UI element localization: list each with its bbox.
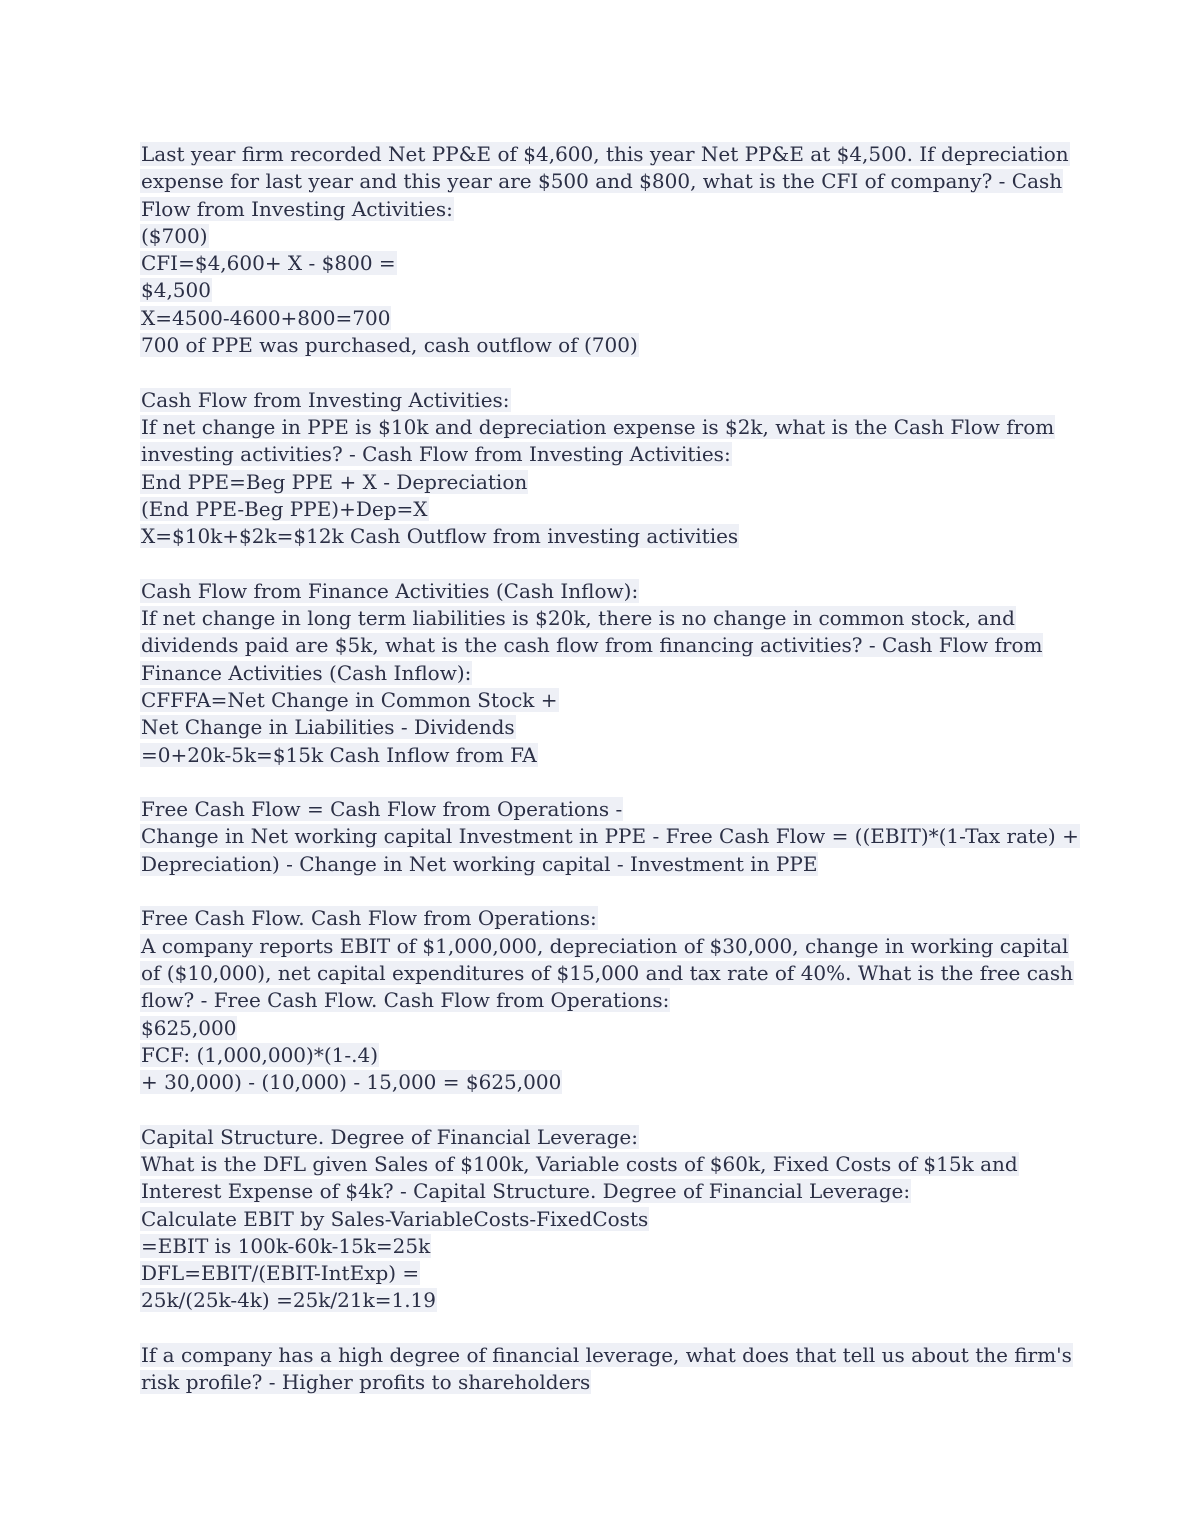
qa-block	[140, 905, 1074, 1096]
text-line	[140, 1342, 1072, 1369]
text-line-content: End PPE=Beg PPE + X - Depreciation	[141, 469, 528, 494]
text-line-content: =0+20k-5k=$15k Cash Inflow from FA	[141, 742, 537, 767]
text-line	[140, 605, 1050, 632]
text-line	[140, 469, 1050, 496]
text-line	[140, 687, 1050, 714]
text-line-content: FCF: (1,000,000)*(1-.4)	[141, 1042, 379, 1067]
text-line	[140, 523, 1050, 550]
text-line-content: Interest Expense of $4k? - Capital Structure. Degree of Financial Leverage:	[141, 1179, 911, 1204]
text-line-content: A company reports EBIT of $1,000,000, depreciation of $30,000, change in working capital	[141, 933, 1069, 958]
text-line-content: 25k/(25k-4k) =25k/21k=1.19	[141, 1288, 437, 1313]
text-line-content: Net Change in Liabilities - Dividends	[141, 715, 515, 740]
text-line	[140, 1015, 1050, 1042]
text-line	[140, 1151, 1050, 1178]
text-line	[140, 332, 1050, 359]
text-line-content: CFI=$4,600+ X - $800 =	[141, 251, 396, 276]
qa-block	[140, 387, 1055, 551]
text-line-content: risk profile? - Higher profits to shareholders	[141, 1370, 591, 1395]
text-line	[140, 1069, 1050, 1096]
text-line-content: $625,000	[141, 1015, 237, 1040]
text-line	[140, 823, 1079, 850]
text-line-content: (End PPE-Beg PPE)+Dep=X	[141, 496, 428, 521]
text-line	[140, 660, 1050, 687]
text-line	[140, 1206, 1050, 1233]
text-line-content: Cash Flow from Finance Activities (Cash Inflow):	[141, 578, 639, 603]
text-line	[140, 168, 1063, 195]
text-line-content: dividends paid are $5k, what is the cash flow from financing activities? - Cash Flow from	[141, 633, 1043, 658]
text-line	[140, 223, 1050, 250]
text-line	[140, 851, 1050, 878]
text-line	[140, 387, 1050, 414]
qa-block	[140, 796, 1079, 878]
text-line	[140, 1260, 1050, 1287]
text-line-content: If net change in PPE is $10k and depreciation expense is $2k, what is the Cash Flow from	[141, 414, 1055, 439]
text-line-content: Depreciation) - Change in Net working capital - Investment in PPE	[141, 851, 818, 876]
text-line	[140, 933, 1069, 960]
text-line	[140, 1042, 1050, 1069]
text-line	[140, 305, 1050, 332]
qa-block	[140, 578, 1050, 769]
qa-block	[140, 141, 1069, 359]
text-line-content: Finance Activities (Cash Inflow):	[141, 660, 472, 685]
text-line	[140, 496, 1050, 523]
text-line-content: Flow from Investing Activities:	[141, 196, 453, 221]
text-line	[140, 250, 1050, 277]
text-line	[140, 987, 1050, 1014]
text-line-content: If net change in long term liabilities is $20k, there is no change in common stock, and	[141, 606, 1015, 631]
text-line-content: If a company has a high degree of financial leverage, what does that tell us about the firm's	[141, 1343, 1072, 1368]
text-line-content: investing activities? - Cash Flow from Investing Activities:	[141, 442, 731, 467]
text-line-content: $4,500	[141, 278, 211, 303]
text-line	[140, 1124, 1050, 1151]
text-line	[140, 905, 1050, 932]
text-line	[140, 441, 1050, 468]
text-line-content: DFL=EBIT/(EBIT-IntExp) =	[141, 1261, 420, 1286]
text-line-content: Cash Flow from Investing Activities:	[141, 387, 510, 412]
text-line	[140, 277, 1050, 304]
text-line-content: 700 of PPE was purchased, cash outflow of (700)	[141, 333, 638, 358]
text-line-content: CFFFA=Net Change in Common Stock +	[141, 687, 558, 712]
text-line-content: Free Cash Flow. Cash Flow from Operations:	[141, 906, 597, 931]
document-page	[140, 141, 1079, 1397]
text-line-content: expense for last year and this year are $500 and $800, what is the CFI of company? - Cash	[141, 169, 1063, 194]
text-line	[140, 714, 1050, 741]
text-line	[140, 414, 1055, 441]
text-line	[140, 196, 1050, 223]
text-line-content: Calculate EBIT by Sales-VariableCosts-FixedCosts	[141, 1206, 649, 1231]
text-line-content: Change in Net working capital Investment in PPE - Free Cash Flow = ((EBIT)*(1-Tax rate) +	[141, 824, 1079, 849]
text-line-content: Last year firm recorded Net PP&E of $4,600, this year Net PP&E at $4,500. If depreciation	[141, 142, 1069, 166]
text-line-content: flow? - Free Cash Flow. Cash Flow from Operations:	[141, 988, 670, 1013]
qa-block	[140, 1124, 1050, 1315]
text-line	[140, 632, 1050, 659]
text-line-content: + 30,000) - (10,000) - 15,000 = $625,000	[141, 1070, 562, 1095]
text-line	[140, 578, 1050, 605]
text-line	[140, 742, 1050, 769]
text-line-content: ($700)	[141, 223, 208, 248]
text-line	[140, 1233, 1050, 1260]
text-line-content: What is the DFL given Sales of $100k, Variable costs of $60k, Fixed Costs of $15k and	[141, 1151, 1018, 1176]
text-line-content: X=4500-4600+800=700	[141, 305, 391, 330]
text-line-content: Free Cash Flow = Cash Flow from Operations -	[141, 797, 623, 822]
text-line	[140, 1369, 1050, 1396]
text-line-content: X=$10k+$2k=$12k Cash Outflow from investing activities	[141, 524, 739, 549]
text-line	[140, 141, 1069, 168]
text-line	[140, 796, 1050, 823]
text-line	[140, 1287, 1050, 1314]
text-line-content: =EBIT is 100k-60k-15k=25k	[141, 1233, 431, 1258]
text-line	[140, 960, 1074, 987]
text-line	[140, 1178, 1050, 1205]
text-line-content: Capital Structure. Degree of Financial Leverage:	[141, 1124, 638, 1149]
qa-block	[140, 1342, 1072, 1397]
text-line-content: of ($10,000), net capital expenditures of $15,000 and tax rate of 40%. What is the free cash	[141, 960, 1074, 985]
